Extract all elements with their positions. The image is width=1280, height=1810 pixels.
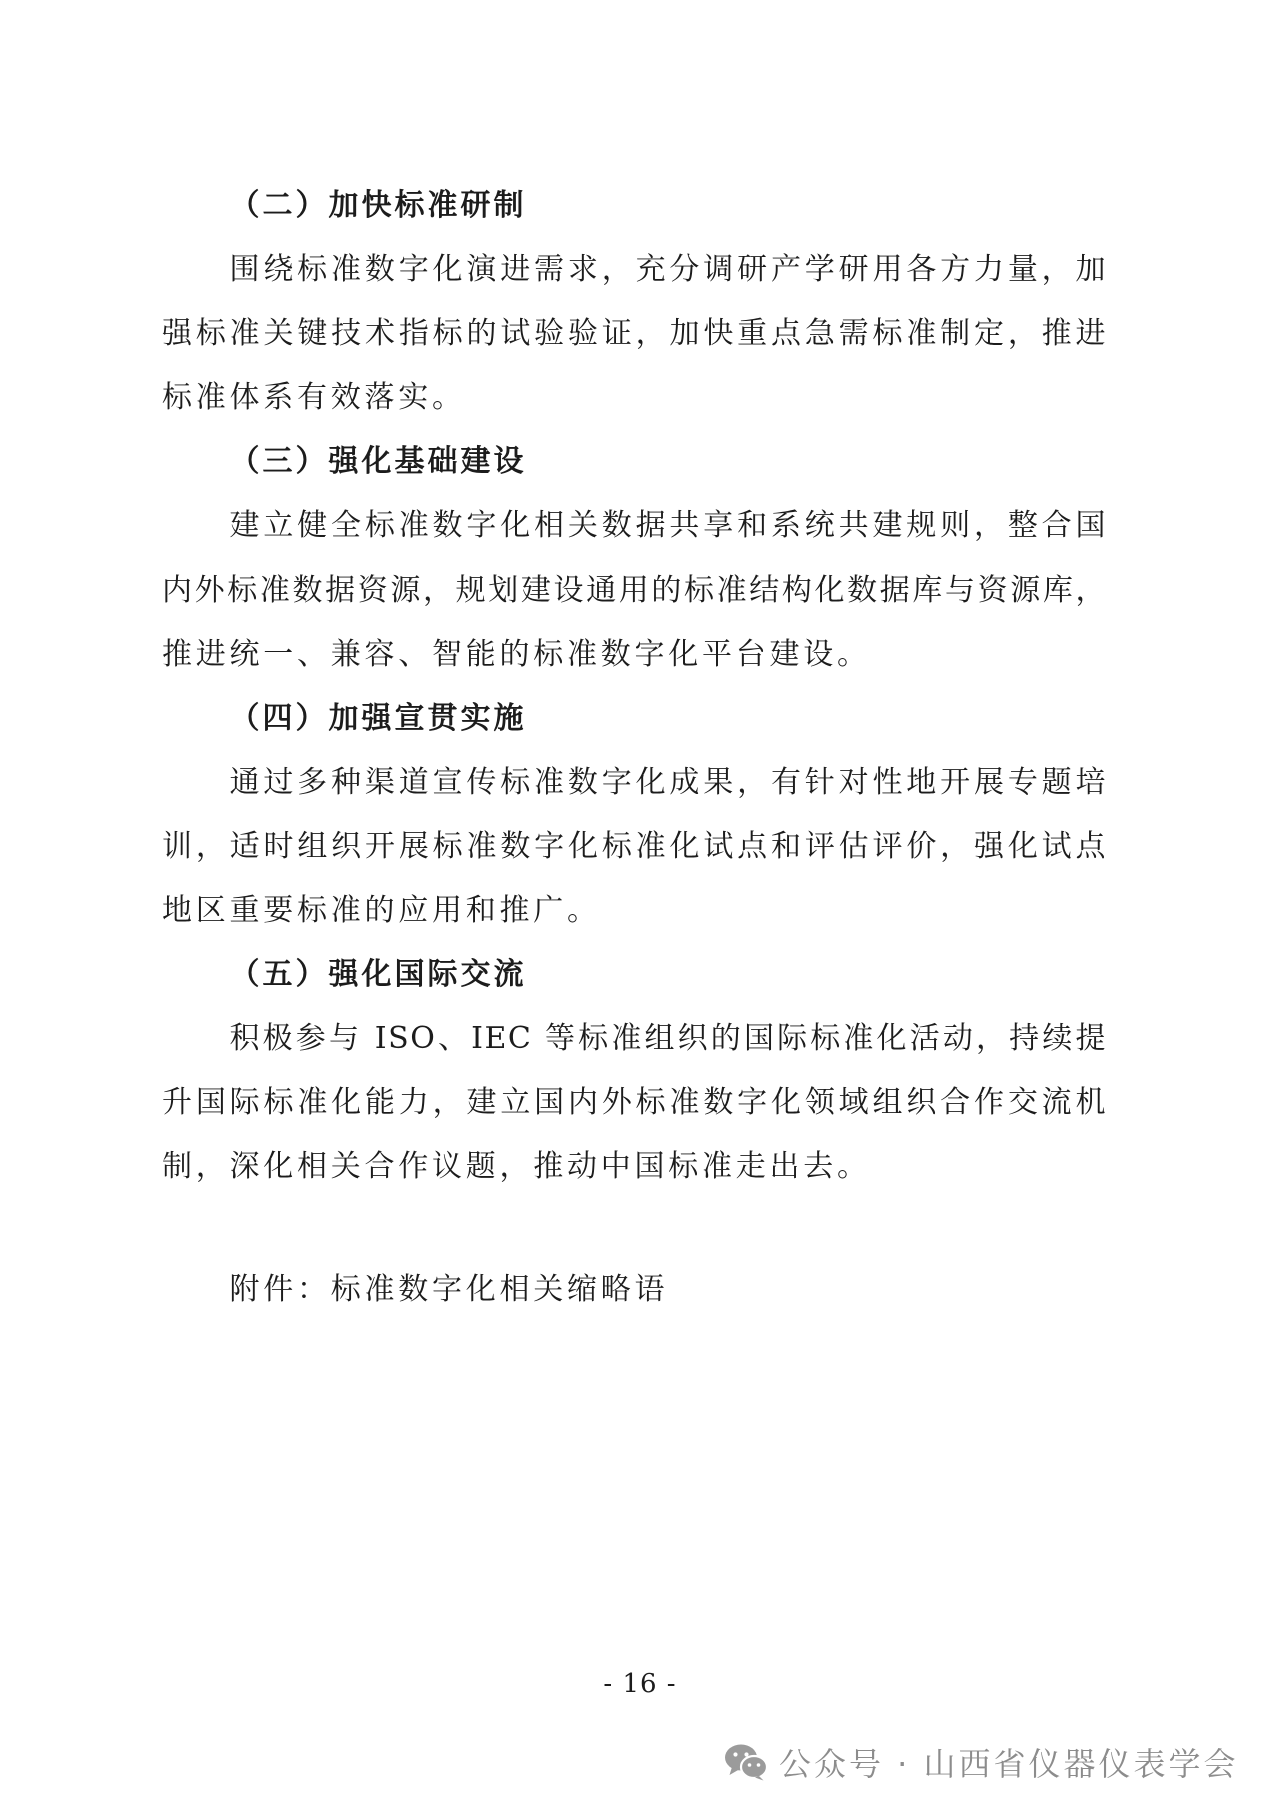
section-strengthen-foundation bbox=[162, 430, 1107, 686]
paragraph-line: 推进统一、兼容、智能的标准数字化平台建设。 bbox=[162, 636, 871, 672]
attachment-note: 附件：标准数字化相关缩略语 bbox=[229, 1272, 669, 1307]
paragraph-line: 建立健全标准数字化相关数据共享和系统共建规则，整合国 bbox=[229, 508, 1107, 544]
wechat-icon bbox=[724, 1743, 768, 1781]
paragraph-line: 强标准关键技术指标的试验验证，加快重点急需标准制定，推进 bbox=[162, 316, 1107, 352]
document-body bbox=[162, 174, 1107, 1200]
paragraph-line: 围绕标准数字化演进需求，充分调研产学研用各方力量，加 bbox=[229, 252, 1107, 288]
watermark-text: 公众号 · 山西省仪器仪表学会 bbox=[779, 1745, 1239, 1783]
paragraph-line: 制，深化相关合作议题，推动中国标准走出去。 bbox=[162, 1149, 871, 1185]
section-heading: （三）强化基础建设 bbox=[229, 444, 527, 480]
section-heading: （五）强化国际交流 bbox=[229, 957, 527, 993]
section-heading: （二）加快标准研制 bbox=[229, 188, 527, 223]
paragraph-line: 地区重要标准的应用和推广。 bbox=[162, 893, 601, 929]
paragraph-line: 积极参与 ISO、IEC 等标准组织的国际标准化活动，持续提 bbox=[229, 1021, 1107, 1057]
section-heading: （四）加强宣贯实施 bbox=[229, 700, 527, 736]
page-number: - 16 - bbox=[603, 1669, 677, 1699]
section-accelerate-standards bbox=[162, 174, 1107, 430]
paragraph-line: 升国际标准化能力，建立国内外标准数字化领域组织合作交流机 bbox=[162, 1085, 1107, 1121]
section-promotion-implementation bbox=[162, 687, 1107, 943]
paragraph-line: 内外标准数据资源，规划建设通用的标准结构化数据库与资源库， bbox=[162, 572, 1107, 608]
paragraph-line: 训，适时组织开展标准数字化标准化试点和评估评价，强化试点 bbox=[162, 828, 1107, 864]
paragraph-line: 通过多种渠道宣传标准数字化成果，有针对性地开展专题培 bbox=[229, 764, 1107, 800]
watermark bbox=[724, 1740, 1239, 1784]
section-international-exchange bbox=[162, 943, 1107, 1199]
paragraph-line: 标准体系有效落实。 bbox=[162, 380, 466, 416]
